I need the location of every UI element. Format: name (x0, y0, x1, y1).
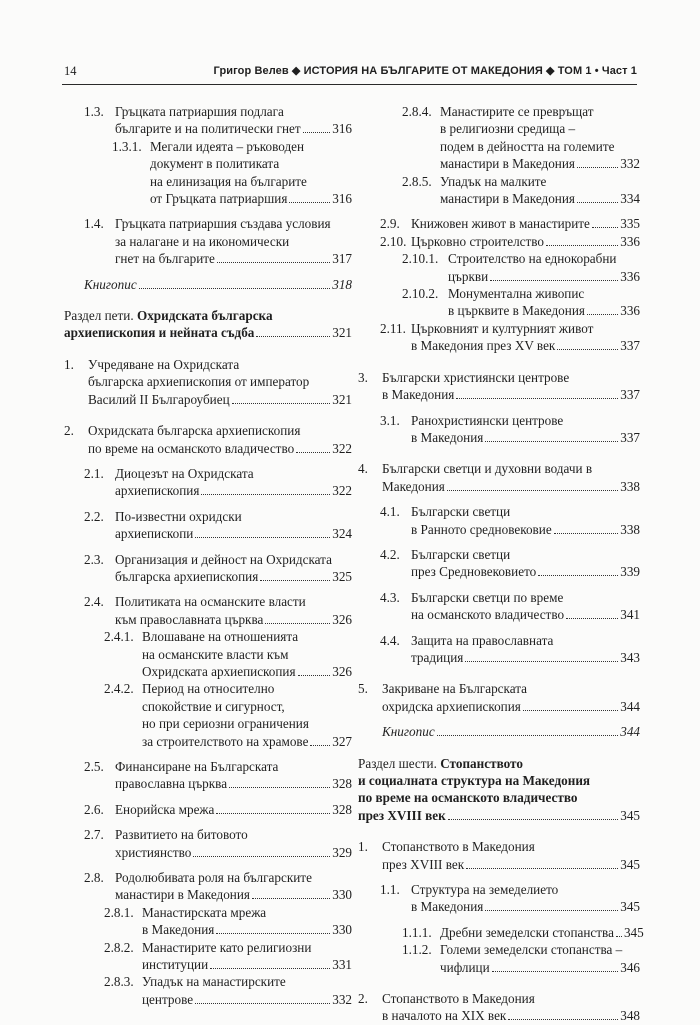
toc-spacer (358, 824, 640, 838)
dot-leader (303, 132, 331, 133)
toc-entry-title-line: на османските власти към (142, 646, 289, 662)
dot-leader (296, 452, 330, 453)
toc-entry-title-line: в началото на XIX век (382, 1008, 507, 1024)
toc-spacer (64, 457, 352, 465)
dot-leader (195, 1003, 330, 1004)
toc-page-number: 316 (332, 191, 352, 207)
toc-entry-title-line: подем в дейността на големите (440, 138, 615, 154)
toc-page-number: 321 (332, 391, 352, 407)
toc-entry-title-line: в Ранното средновековие (411, 521, 552, 537)
toc-entry-title-line: в Македония (382, 387, 455, 403)
toc-entry-title-line: архиепископи (115, 526, 194, 542)
toc-entry-number: 1.1.2. (402, 942, 432, 958)
toc-entry-title-line: Манастирите се превръщат (440, 104, 594, 119)
toc-entry-title-line: Учредяване на Охридската (88, 356, 240, 372)
toc-page-number: 324 (332, 526, 352, 542)
toc-page-number: 338 (620, 521, 640, 537)
toc-entry-title-line: институции (142, 957, 209, 973)
toc-entry-title-line: Български светци (411, 546, 511, 562)
toc-entry[interactable] (358, 589, 640, 624)
dot-leader (554, 533, 619, 534)
toc-entry-title-line: в Македония (411, 429, 484, 445)
toc-entry-number: 2.2. (84, 508, 104, 524)
toc-entry[interactable] (64, 465, 352, 500)
toc-entry-title-line: охридска архиепископия (382, 698, 521, 714)
toc-entry-title-line: в църквите в Македония (448, 303, 585, 319)
toc-entry-title-line: Български светци (411, 504, 511, 520)
toc-entry-title-line: Книжовен живот в манастирите (411, 216, 590, 232)
toc-entry[interactable] (64, 869, 352, 904)
toc-page-number: 326 (332, 663, 352, 679)
toc-spacer (64, 793, 352, 801)
toc-entry-title-line: българите и на политически гнет (115, 121, 301, 137)
toc-entry-title-line: от Гръцката патриаршия (150, 191, 288, 207)
toc-entry-number: 5. (358, 681, 368, 697)
toc-spacer (358, 873, 640, 881)
toc-entry-title-line: Организация и дейност на Охридската (115, 551, 332, 567)
dot-leader (265, 623, 330, 624)
toc-entry-title-line: на османското владичество (411, 607, 565, 623)
toc-entry[interactable] (358, 503, 640, 538)
toc-page-number: 321 (332, 325, 352, 341)
dot-leader (201, 494, 330, 495)
toc-entry[interactable] (358, 723, 640, 740)
dot-leader (508, 1019, 618, 1020)
toc-entry-title-line: по време на османското владичество (88, 440, 295, 456)
toc-page-number: 316 (332, 121, 352, 137)
toc-entry-title-line: през Средновековието (411, 564, 537, 580)
toc-entry-number: 4. (358, 461, 368, 477)
toc-page-number: 344 (620, 724, 640, 740)
toc-spacer (64, 500, 352, 508)
toc-entry[interactable] (64, 215, 352, 267)
toc-entry-number: 2.1. (84, 465, 104, 481)
toc-spacer (358, 741, 640, 755)
toc-entry-title-line: центрове (142, 991, 194, 1007)
dot-leader (456, 398, 618, 399)
toc-spacer (64, 818, 352, 826)
toc-entry-title-line: по време на османското владичество (358, 790, 578, 806)
toc-entry-title-line: Финансиране на Българската (115, 759, 279, 774)
toc-entry-title-line: в религиозни средища – (440, 121, 576, 137)
toc-entry-title-line: православна църква (115, 776, 228, 792)
toc-entry-title-line: Защита на православната (411, 632, 554, 648)
toc-entry-title-line: манастири в Македония (440, 191, 575, 207)
running-title: Григор Велев ◆ ИСТОРИЯ НА БЪЛГАРИТЕ ОТ МАКЕДОНИЯ ◆ ТОМ 1 • Част 1 (213, 65, 637, 77)
toc-entry[interactable] (64, 826, 352, 861)
dot-leader (216, 933, 330, 934)
toc-spacer (358, 495, 640, 503)
page-header (62, 64, 637, 84)
toc-page-number: 317 (332, 251, 352, 267)
toc-entry-number: 1. (64, 356, 74, 372)
toc-entry-title-line: християнство (115, 844, 192, 860)
dot-leader (289, 202, 330, 203)
toc-entry-title-line: и социалната структура на Македония (358, 773, 591, 788)
toc-spacer (64, 543, 352, 551)
toc-entry-title-line: Дребни земеделски стопанства (440, 924, 614, 940)
toc-entry[interactable] (358, 412, 640, 447)
dot-leader (546, 245, 618, 246)
toc-section-entry[interactable] (64, 307, 352, 342)
toc-entry-title-line: през XVIII век (382, 856, 465, 872)
toc-page-number: 330 (332, 887, 352, 903)
toc-entry[interactable] (64, 508, 352, 543)
toc-entry-title-line: Стопанството (440, 755, 523, 771)
toc-entry-number: 2.4.2. (104, 681, 134, 697)
toc-spacer (64, 342, 352, 356)
toc-entry-title-line: манастири в Македония (440, 156, 575, 172)
toc-page-number: 332 (620, 156, 640, 172)
toc-entry-title-line: Книгопис (382, 724, 435, 740)
toc-page-number: 337 (620, 429, 640, 445)
toc-entry-title-line: Упадък на манастирските (142, 974, 286, 990)
dot-leader (229, 787, 330, 788)
dot-leader (485, 441, 618, 442)
toc-spacer (358, 715, 640, 723)
toc-entry-number: 2.3. (84, 551, 104, 567)
toc-entry-title-line: Български светци и духовни водачи в (382, 461, 593, 477)
toc-entry-title-line: архиепископия (115, 483, 200, 499)
toc-spacer (64, 268, 352, 276)
toc-left-column (64, 103, 352, 1008)
toc-entry-number: 2.8.1. (104, 904, 134, 920)
toc-entry-title-line: Упадък на малките (440, 173, 547, 189)
toc-entry-number: 1.4. (84, 216, 104, 232)
toc-entry[interactable] (64, 628, 352, 680)
toc-entry-title-line: българска архиепископия (115, 568, 259, 584)
toc-entry[interactable] (358, 680, 640, 715)
toc-page-number: 329 (332, 844, 352, 860)
dot-leader (216, 813, 330, 814)
toc-page-number: 339 (620, 564, 640, 580)
dot-leader (139, 288, 331, 289)
toc-entry-number: 3.1. (380, 412, 400, 428)
toc-entry-number: 3. (358, 369, 368, 385)
toc-entry-title-line: за строителството на храмове (142, 733, 309, 749)
toc-entry-number: 1.1. (380, 882, 400, 898)
toc-page-number: 332 (332, 991, 352, 1007)
toc-page-number: 345 (620, 899, 640, 915)
toc-entry-title-line: Големи земеделски стопанства – (440, 942, 623, 958)
toc-entry-title-line: Политиката на османските власти (115, 594, 306, 610)
toc-entry[interactable] (358, 173, 640, 208)
toc-right-column (358, 103, 644, 1025)
toc-spacer (64, 585, 352, 593)
toc-spacer (358, 916, 640, 924)
toc-entry-number: 2.9. (380, 216, 400, 232)
toc-entry-title-line: Строителство на еднокорабни (448, 251, 617, 267)
toc-entry-number: 1.3.1. (112, 138, 142, 154)
toc-spacer (358, 404, 640, 412)
toc-entry-title-line: Закриване на Българската (382, 681, 528, 697)
toc-entry[interactable] (64, 593, 352, 628)
toc-page-number: 348 (620, 1008, 640, 1024)
toc-entry-number: 2. (64, 423, 74, 439)
toc-entry-number: 2.7. (84, 827, 104, 843)
toc-entry-number: 4.1. (380, 504, 400, 520)
toc-entry-title-line: спокойствие и сигурност, (142, 698, 285, 714)
toc-entry[interactable] (358, 632, 640, 667)
toc-entry-number: 2.4.1. (104, 629, 134, 645)
toc-entry-number: 2.8.5. (402, 173, 432, 189)
toc-page-number: 327 (332, 733, 352, 749)
toc-spacer (358, 355, 640, 369)
toc-entry-number: 1. (358, 839, 368, 855)
toc-entry-number: 2.10.2. (402, 286, 439, 302)
toc-entry[interactable] (358, 250, 640, 285)
toc-page-number: 322 (332, 483, 352, 499)
toc-entry-title-line: Диоцезът на Охридската (115, 465, 254, 481)
section-prefix: Раздел шести. (358, 755, 441, 771)
toc-entry[interactable] (358, 546, 640, 581)
toc-page-number: 345 (620, 856, 640, 872)
toc-entry-number: 2.8.3. (104, 974, 134, 990)
toc-entry-number: 2.5. (84, 759, 104, 774)
toc-page-number: 325 (332, 568, 352, 584)
toc-page-number: 330 (332, 922, 352, 938)
toc-entry-number: 2. (358, 991, 368, 1007)
toc-entry-number: 2.8.4. (402, 104, 432, 119)
toc-entry-title-line: църкви (448, 268, 489, 284)
toc-entry[interactable] (358, 838, 640, 873)
toc-spacer (358, 446, 640, 460)
toc-entry-title-line: Църковният и културният живот (411, 320, 594, 336)
toc-entry[interactable] (64, 422, 352, 457)
toc-entry-title-line: Охридската архиепископия (142, 663, 296, 679)
toc-entry-title-line: архиепископия и нейната съдба (64, 325, 255, 341)
toc-page-number: 336 (620, 233, 640, 249)
toc-page-number: 343 (620, 649, 640, 665)
toc-entry-title-line: Стопанството в Македония (382, 839, 535, 855)
toc-entry-title-line: Период на относително (142, 681, 275, 697)
toc-entry-title-line: Василий II Българоубиец (88, 391, 230, 407)
toc-page-number: 335 (620, 216, 640, 232)
dot-leader (298, 675, 331, 676)
toc-entry[interactable] (358, 924, 644, 941)
toc-entry-title-line: традиция (411, 649, 464, 665)
toc-page-number: 322 (332, 440, 352, 456)
toc-spacer (64, 293, 352, 307)
dot-leader (490, 280, 618, 281)
dot-leader (523, 710, 618, 711)
toc-entry-number: 4.3. (380, 589, 400, 605)
toc-entry[interactable] (64, 276, 352, 293)
toc-entry[interactable] (64, 680, 352, 750)
toc-page-number: 328 (332, 776, 352, 792)
dot-leader (566, 618, 618, 619)
dot-leader (616, 936, 622, 937)
toc-entry-title-line: към православната църква (115, 611, 264, 627)
page-number: 14 (64, 64, 77, 78)
toc-entry-title-line: в Македония (142, 922, 215, 938)
toc-entry-title-line: българска архиепископия от император (88, 374, 310, 390)
dot-leader (260, 580, 330, 581)
toc-entry-title-line: Мегали идеята – ръководен (150, 138, 305, 154)
toc-entry-number: 1.1.1. (402, 924, 432, 940)
toc-entry-title-line: Манастирите като религиозни (142, 939, 312, 955)
toc-entry-title-line: Влошаване на отношенията (142, 629, 299, 645)
toc-entry[interactable] (64, 138, 352, 208)
toc-entry-title-line: за налагане и на икономически (115, 233, 290, 249)
toc-entry-title-line: По-известни охридски (115, 508, 242, 524)
toc-entry[interactable] (64, 801, 352, 818)
toc-spacer (64, 861, 352, 869)
toc-entry[interactable] (358, 285, 640, 320)
toc-spacer (358, 666, 640, 680)
toc-entry-title-line: Монументална живопис (448, 286, 585, 302)
toc-entry-title-line: Стопанството в Македония (382, 991, 535, 1007)
toc-entry-number: 4.4. (380, 632, 400, 648)
dot-leader (492, 971, 619, 972)
toc-entry[interactable] (358, 369, 640, 404)
toc-entry-title-line: Развитието на битовото (115, 827, 248, 843)
section-prefix: Раздел пети. (64, 308, 137, 324)
toc-spacer (358, 538, 640, 546)
toc-entry[interactable] (358, 320, 640, 355)
toc-entry[interactable] (64, 551, 352, 586)
toc-page-number: 345 (620, 807, 640, 823)
toc-entry[interactable] (64, 758, 352, 793)
toc-page-number: 326 (332, 611, 352, 627)
dot-leader (465, 661, 618, 662)
toc-entry[interactable] (358, 460, 640, 495)
toc-entry-number: 1.3. (84, 104, 104, 119)
dot-leader (485, 910, 618, 911)
toc-entry-title-line: документ в политиката (150, 156, 280, 172)
toc-page-number: 346 (620, 959, 640, 975)
toc-entry-title-line: Гръцката патриаршия създава условия (115, 216, 331, 232)
toc-entry-title-line: през XVIII век (358, 807, 446, 823)
toc-spacer (64, 207, 352, 215)
dot-leader (195, 537, 330, 538)
toc-entry[interactable] (358, 233, 640, 250)
toc-entry[interactable] (64, 939, 352, 974)
toc-spacer (358, 624, 640, 632)
toc-page-number: 331 (332, 957, 352, 973)
toc-entry[interactable] (64, 356, 352, 408)
toc-entry-title-line: Охридската българска (136, 308, 273, 324)
toc-entry[interactable] (358, 881, 640, 916)
dot-leader (217, 262, 330, 263)
toc-entry[interactable] (64, 904, 352, 939)
toc-entry[interactable] (358, 990, 640, 1025)
dot-leader (193, 856, 330, 857)
dot-leader (466, 868, 618, 869)
toc-entry[interactable] (358, 941, 640, 976)
toc-entry-title-line: гнет на българите (115, 251, 215, 267)
toc-entry-title-line: Книгопис (84, 276, 137, 292)
toc-entry-title-line: на елинизация на българите (150, 173, 307, 189)
toc-spacer (64, 750, 352, 758)
toc-entry-number: 4.2. (380, 546, 400, 562)
toc-entry-title-line: но при сериозни ограничения (142, 716, 309, 732)
toc-entry-title-line: Охридската българска архиепископия (88, 423, 301, 439)
toc-entry-title-line: Български християнски центрове (382, 369, 570, 385)
toc-spacer (358, 581, 640, 589)
toc-entry-title-line: Родолюбивата роля на българските (115, 870, 312, 886)
toc-entry-number: 2.11. (380, 320, 406, 336)
toc-entry-title-line: Църковно строителство (411, 233, 545, 249)
dot-leader (587, 314, 618, 315)
toc-page-number: 345 (623, 924, 644, 940)
toc-page-number: 336 (620, 268, 640, 284)
toc-page-number: 334 (620, 191, 640, 207)
toc-entry-number: 2.6. (84, 801, 104, 817)
toc-page-number: 336 (620, 303, 640, 319)
toc-entry-title-line: Ранохристиянски центрове (411, 412, 564, 428)
dot-leader (232, 403, 331, 404)
toc-entry-title-line: чифлици (440, 959, 490, 975)
toc-entry-title-line: Български светци по време (411, 589, 564, 605)
toc-entry-title-line: Македония (382, 478, 445, 494)
toc-entry-title-line: в Македония (411, 899, 484, 915)
header-rule (62, 84, 637, 85)
dot-leader (437, 735, 619, 736)
toc-page-number: 341 (620, 607, 640, 623)
toc-entry-title-line: Манастирската мрежа (142, 904, 267, 920)
dot-leader (447, 490, 618, 491)
toc-entry-number: 2.10.1. (402, 251, 439, 267)
toc-spacer (358, 207, 640, 215)
toc-entry-number: 2.8.2. (104, 939, 134, 955)
toc-entry-number: 2.10. (380, 233, 407, 249)
toc-entry-title-line: манастири в Македония (115, 887, 250, 903)
toc-entry-title-line: в Македония през XV век (411, 338, 556, 354)
dot-leader (448, 819, 619, 820)
toc-page-number: 328 (332, 801, 352, 817)
dot-leader (252, 898, 330, 899)
dot-leader (256, 336, 330, 337)
toc-entry[interactable] (358, 215, 640, 232)
toc-entry[interactable] (358, 103, 640, 173)
dot-leader (210, 968, 330, 969)
toc-entry-number: 2.4. (84, 594, 104, 610)
toc-entry-title-line: Структура на земеделието (411, 882, 559, 898)
toc-page-number: 318 (332, 276, 352, 292)
toc-entry[interactable] (64, 103, 352, 138)
toc-page-number: 338 (620, 478, 640, 494)
dot-leader (577, 167, 618, 168)
dot-leader (592, 227, 618, 228)
toc-entry-title-line: Гръцката патриаршия подлага (115, 104, 284, 119)
toc-entry-title-line: Енорийска мрежа (115, 801, 215, 817)
toc-page-number: 337 (620, 338, 640, 354)
dot-leader (310, 745, 330, 746)
toc-entry[interactable] (64, 973, 352, 1008)
toc-spacer (64, 408, 352, 422)
toc-page-number: 337 (620, 387, 640, 403)
dot-leader (538, 575, 618, 576)
toc-section-entry[interactable] (358, 755, 640, 825)
toc-entry-number: 2.8. (84, 870, 104, 886)
dot-leader (557, 349, 618, 350)
dot-leader (577, 202, 618, 203)
toc-page-number: 344 (620, 698, 640, 714)
